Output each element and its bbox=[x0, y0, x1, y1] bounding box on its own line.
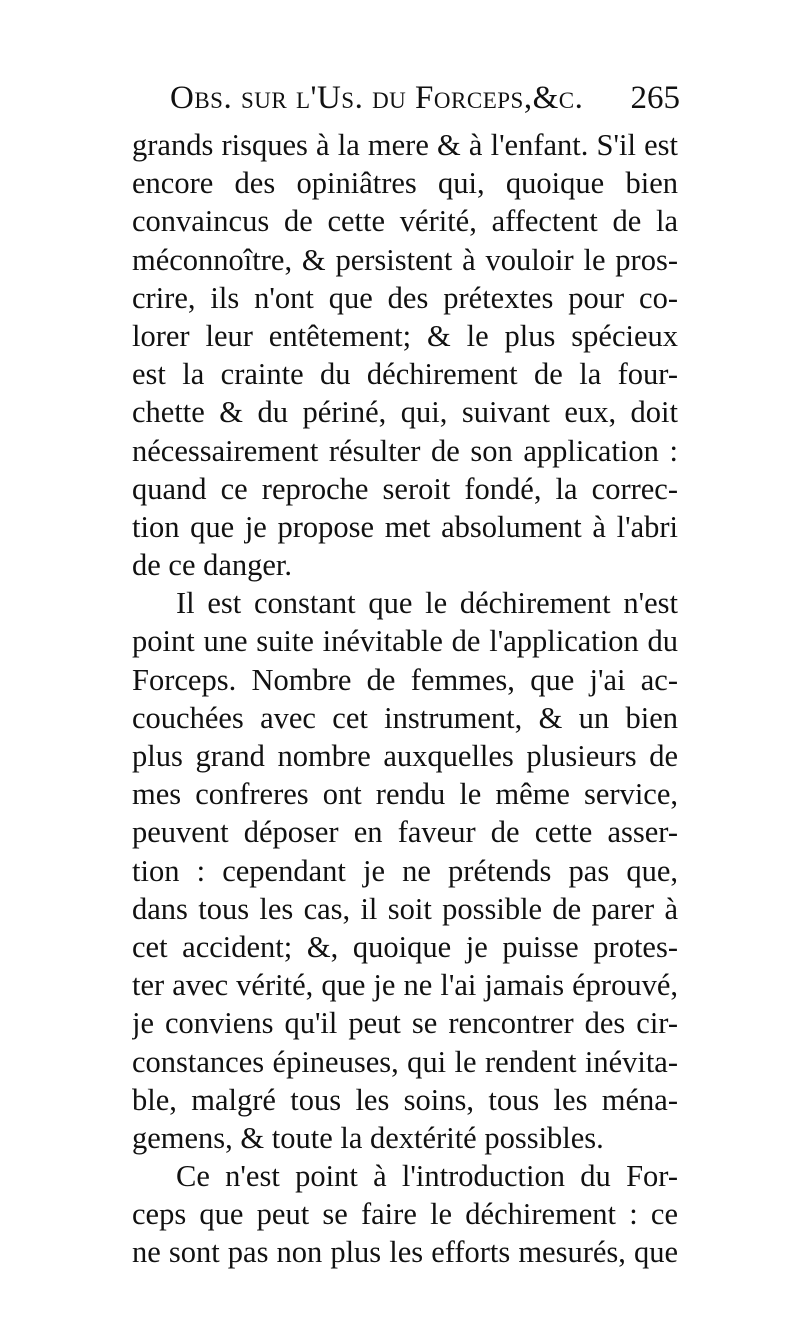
text-line: méconnoître, & persistent à vouloir le pros- bbox=[132, 242, 678, 277]
paragraph-end-line: de ce danger. bbox=[132, 548, 293, 583]
text-line: lorer leur entêtement; & le plus spécieux bbox=[132, 318, 678, 353]
text-line: constances épineuses, qui le rendent inévita- bbox=[132, 1044, 678, 1079]
text-line: Forceps. Nombre de femmes, que j'ai ac- bbox=[132, 662, 678, 697]
text-line: peuvent déposer en faveur de cette asser- bbox=[132, 815, 678, 850]
text-line: grands risques à la mere & à l'enfant. S'il est bbox=[132, 128, 678, 162]
text-line: nécessairement résulter de son application : bbox=[132, 433, 678, 468]
text-line: cet accident; &, quoique je puisse protes- bbox=[132, 929, 678, 964]
text-line: encore des opiniâtres qui, quoique bien bbox=[132, 166, 678, 201]
text-line: tion : cependant je ne prétends pas que, bbox=[132, 853, 678, 888]
text-line: point une suite inévitable de l'application du bbox=[132, 624, 678, 659]
paragraph-end-line: gemens, & toute la dextérité possibles. bbox=[132, 1120, 604, 1155]
text-line: ne sont pas non plus les efforts mesurés, que bbox=[132, 1235, 678, 1270]
running-title: Obs. sur l'Us. du Forceps,&c. bbox=[170, 80, 584, 116]
text-line: est la crainte du déchirement de la four- bbox=[132, 357, 678, 392]
text-line: couchées avec cet instrument, & un bien bbox=[132, 700, 678, 735]
text-line: dans tous les cas, il soit possible de parer à bbox=[132, 891, 678, 926]
body-text bbox=[132, 126, 678, 1272]
text-line: chette & du périné, qui, suivant eux, doit bbox=[132, 395, 678, 430]
text-line: ceps que peut se faire le déchirement : ce bbox=[132, 1197, 678, 1232]
paragraph-start-line: Ce n'est point à l'introduction du For- bbox=[176, 1159, 678, 1194]
text-line: mes confreres ont rendu le même service, bbox=[132, 777, 678, 812]
text-line: ter avec vérité, que je ne l'ai jamais éprouvé, bbox=[132, 968, 678, 1003]
paragraph-start-line: Il est constant que le déchirement n'est bbox=[176, 586, 678, 621]
text-line: crire, ils n'ont que des prétextes pour co- bbox=[132, 280, 678, 315]
page-number: 265 bbox=[630, 80, 680, 116]
text-line: plus grand nombre auxquelles plusieurs de bbox=[132, 739, 678, 773]
running-head bbox=[170, 76, 680, 120]
text-line: tion que je propose met absolument à l'abri bbox=[132, 509, 678, 544]
text-line: quand ce reproche seroit fondé, la correc- bbox=[132, 471, 678, 506]
text-line: je conviens qu'il peut se rencontrer des cir- bbox=[132, 1006, 678, 1041]
text-line: convaincus de cette vérité, affectent de la bbox=[132, 204, 678, 239]
text-line: ble, malgré tous les soins, tous les ména- bbox=[132, 1082, 678, 1117]
